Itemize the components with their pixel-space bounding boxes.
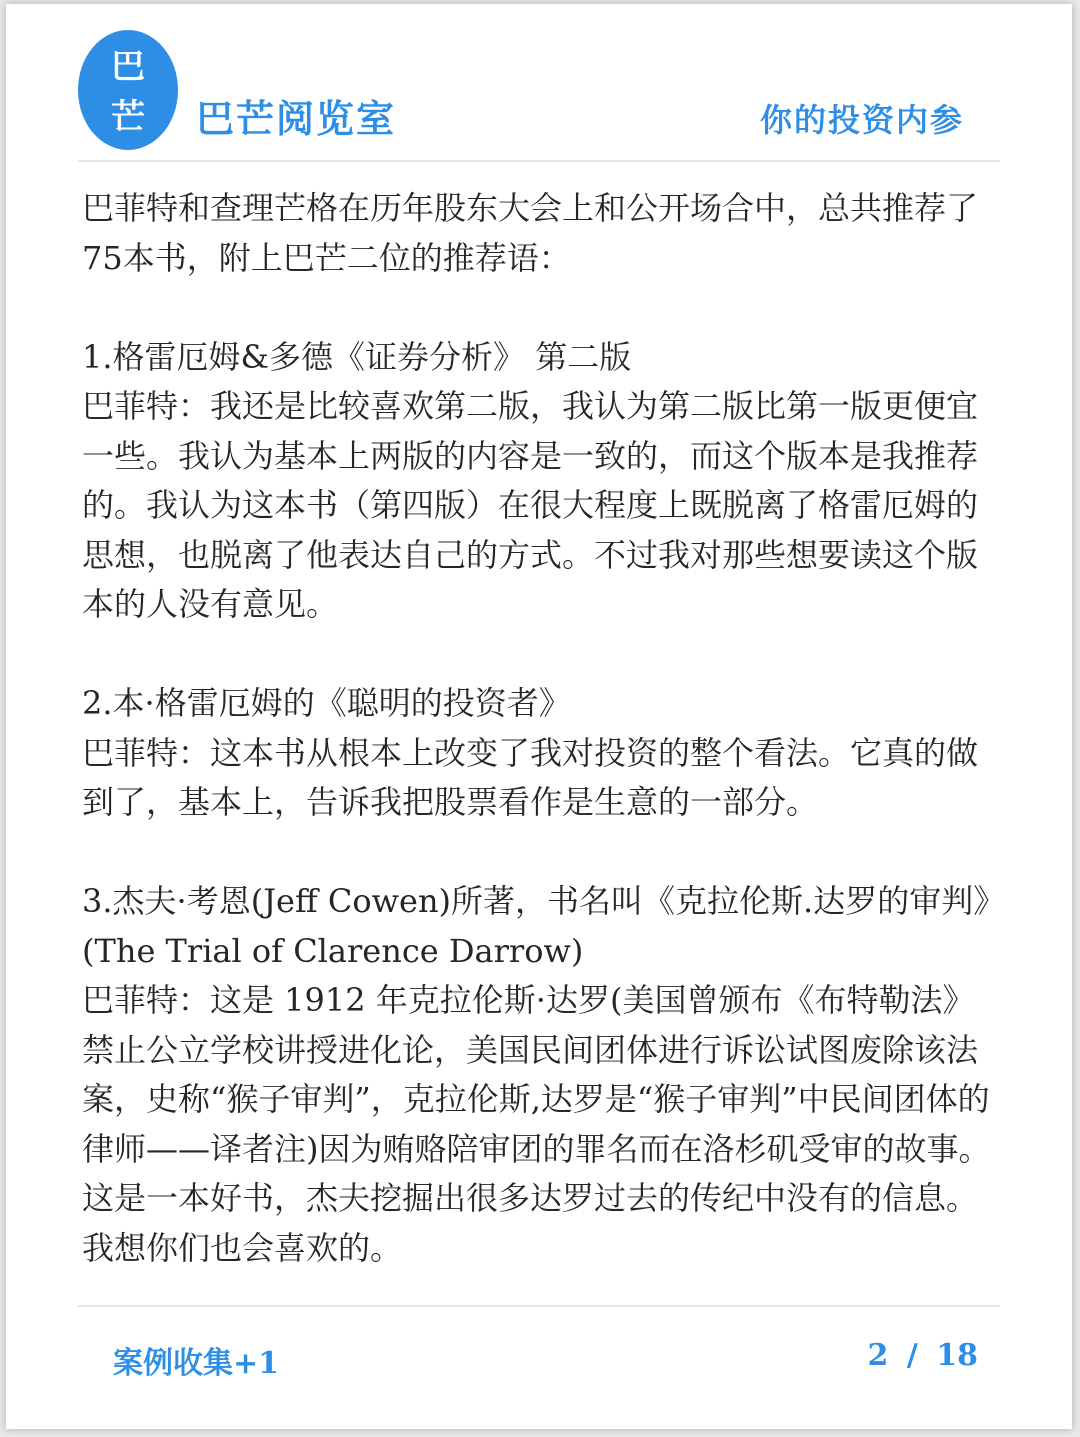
logo-char-top: 巴	[111, 47, 145, 87]
paragraph-gap	[82, 630, 992, 680]
paragraph-gap	[82, 283, 992, 333]
book-quote: 巴菲特：我还是比较喜欢第二版，我认为第二版比第一版更便宜一些。我认为基本上两版的内容是一致的，而这个版本是我推荐的。我认为这本书（第四版）在很大程度上既脱离了格雷厄姆的思想，也脱离了他表达自己的方式。不过我对那些想要读这个版本的人没有意见。	[82, 387, 979, 623]
logo-char-bottom: 芒	[111, 97, 145, 137]
page-indicator: 2 / 18	[867, 1338, 978, 1373]
brand-logo	[78, 30, 178, 150]
book-title: 1.格雷厄姆&多德《证券分析》 第二版	[82, 337, 632, 376]
brand-name: 巴芒阅览室	[196, 96, 397, 141]
article-intro: 巴菲特和查理芒格在历年股东大会上和公开场合中，总共推荐了75本书，附上巴芒二位的推荐语：	[82, 189, 979, 277]
footer-divider	[78, 1305, 1000, 1307]
book-quote: 巴菲特：这是 1912 年克拉伦斯·达罗(美国曾颁布《布特勒法》禁止公立学校讲授进化论，美国民间团体进行诉讼试图废除该法案，史称“猴子审判”，克拉伦斯,达罗是“猴子审判”中民间团体的律师——译者注)因为贿赂陪审团的罪名而在洛杉矶受审的故事。这是一本好书，杰夫挖掘出很多达罗过去的传纪中没有的信息。我想你们也会喜欢的。	[82, 981, 991, 1267]
paragraph-gap	[82, 828, 992, 878]
tagline: 你的投资内参	[759, 101, 964, 139]
header-divider	[78, 160, 1000, 162]
book-title: 2.本·格雷厄姆的《聪明的投资者》	[82, 684, 571, 722]
book-quote: 巴菲特：这本书从根本上改变了我对投资的整个看法。它真的做到了，基本上，告诉我把股票看作是生意的一部分。	[82, 733, 979, 821]
footer-label: 案例收集+1	[113, 1346, 280, 1381]
book-title: 3.杰夫·考恩(Jeff Cowen)所著，书名叫《克拉伦斯.达罗的审判》(The Trial of Clarence Darrow)	[82, 882, 990, 970]
article-body	[82, 184, 992, 1273]
